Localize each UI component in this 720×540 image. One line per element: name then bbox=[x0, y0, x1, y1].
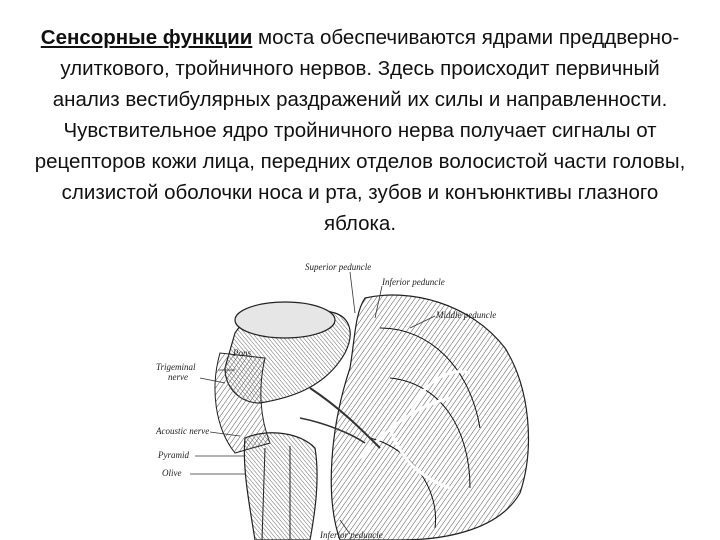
label-superior-peduncle: Superior peduncle bbox=[305, 262, 372, 272]
medulla-shape bbox=[244, 433, 317, 540]
label-inferior-peduncle-bottom: Inferior peduncle bbox=[320, 530, 383, 540]
label-middle-peduncle: Middle peduncle bbox=[436, 310, 497, 320]
label-acoustic-nerve: Acoustic nerve bbox=[156, 426, 210, 436]
label-pons: Pons bbox=[233, 348, 251, 358]
brainstem-illustration bbox=[150, 258, 550, 540]
label-inferior-peduncle-top: Inferior peduncle bbox=[382, 277, 445, 287]
label-trigeminal-1: Trigeminal bbox=[156, 362, 196, 372]
label-pyramid: Pyramid bbox=[158, 450, 189, 460]
slide-term: Сенсорные функции bbox=[40, 26, 253, 49]
label-olive: Olive bbox=[162, 468, 182, 478]
label-trigeminal-2: nerve bbox=[168, 372, 188, 382]
slide-paragraph bbox=[30, 22, 690, 239]
cerebellum-shape bbox=[331, 295, 528, 540]
slide-body-text: моста обеспечиваются ядрами преддверно-улиткового, тройничного нервов. Здесь происходит первичный анализ вестибулярных раздражений их силы и направленности. Чувствительное ядро тройничного нерва получает сигналы от рецепторов кожи лица, передних отделов волосистой части головы, слизистой оболочки носа и рта, зубов и конъюнктивы глазного яблока. bbox=[34, 26, 686, 235]
